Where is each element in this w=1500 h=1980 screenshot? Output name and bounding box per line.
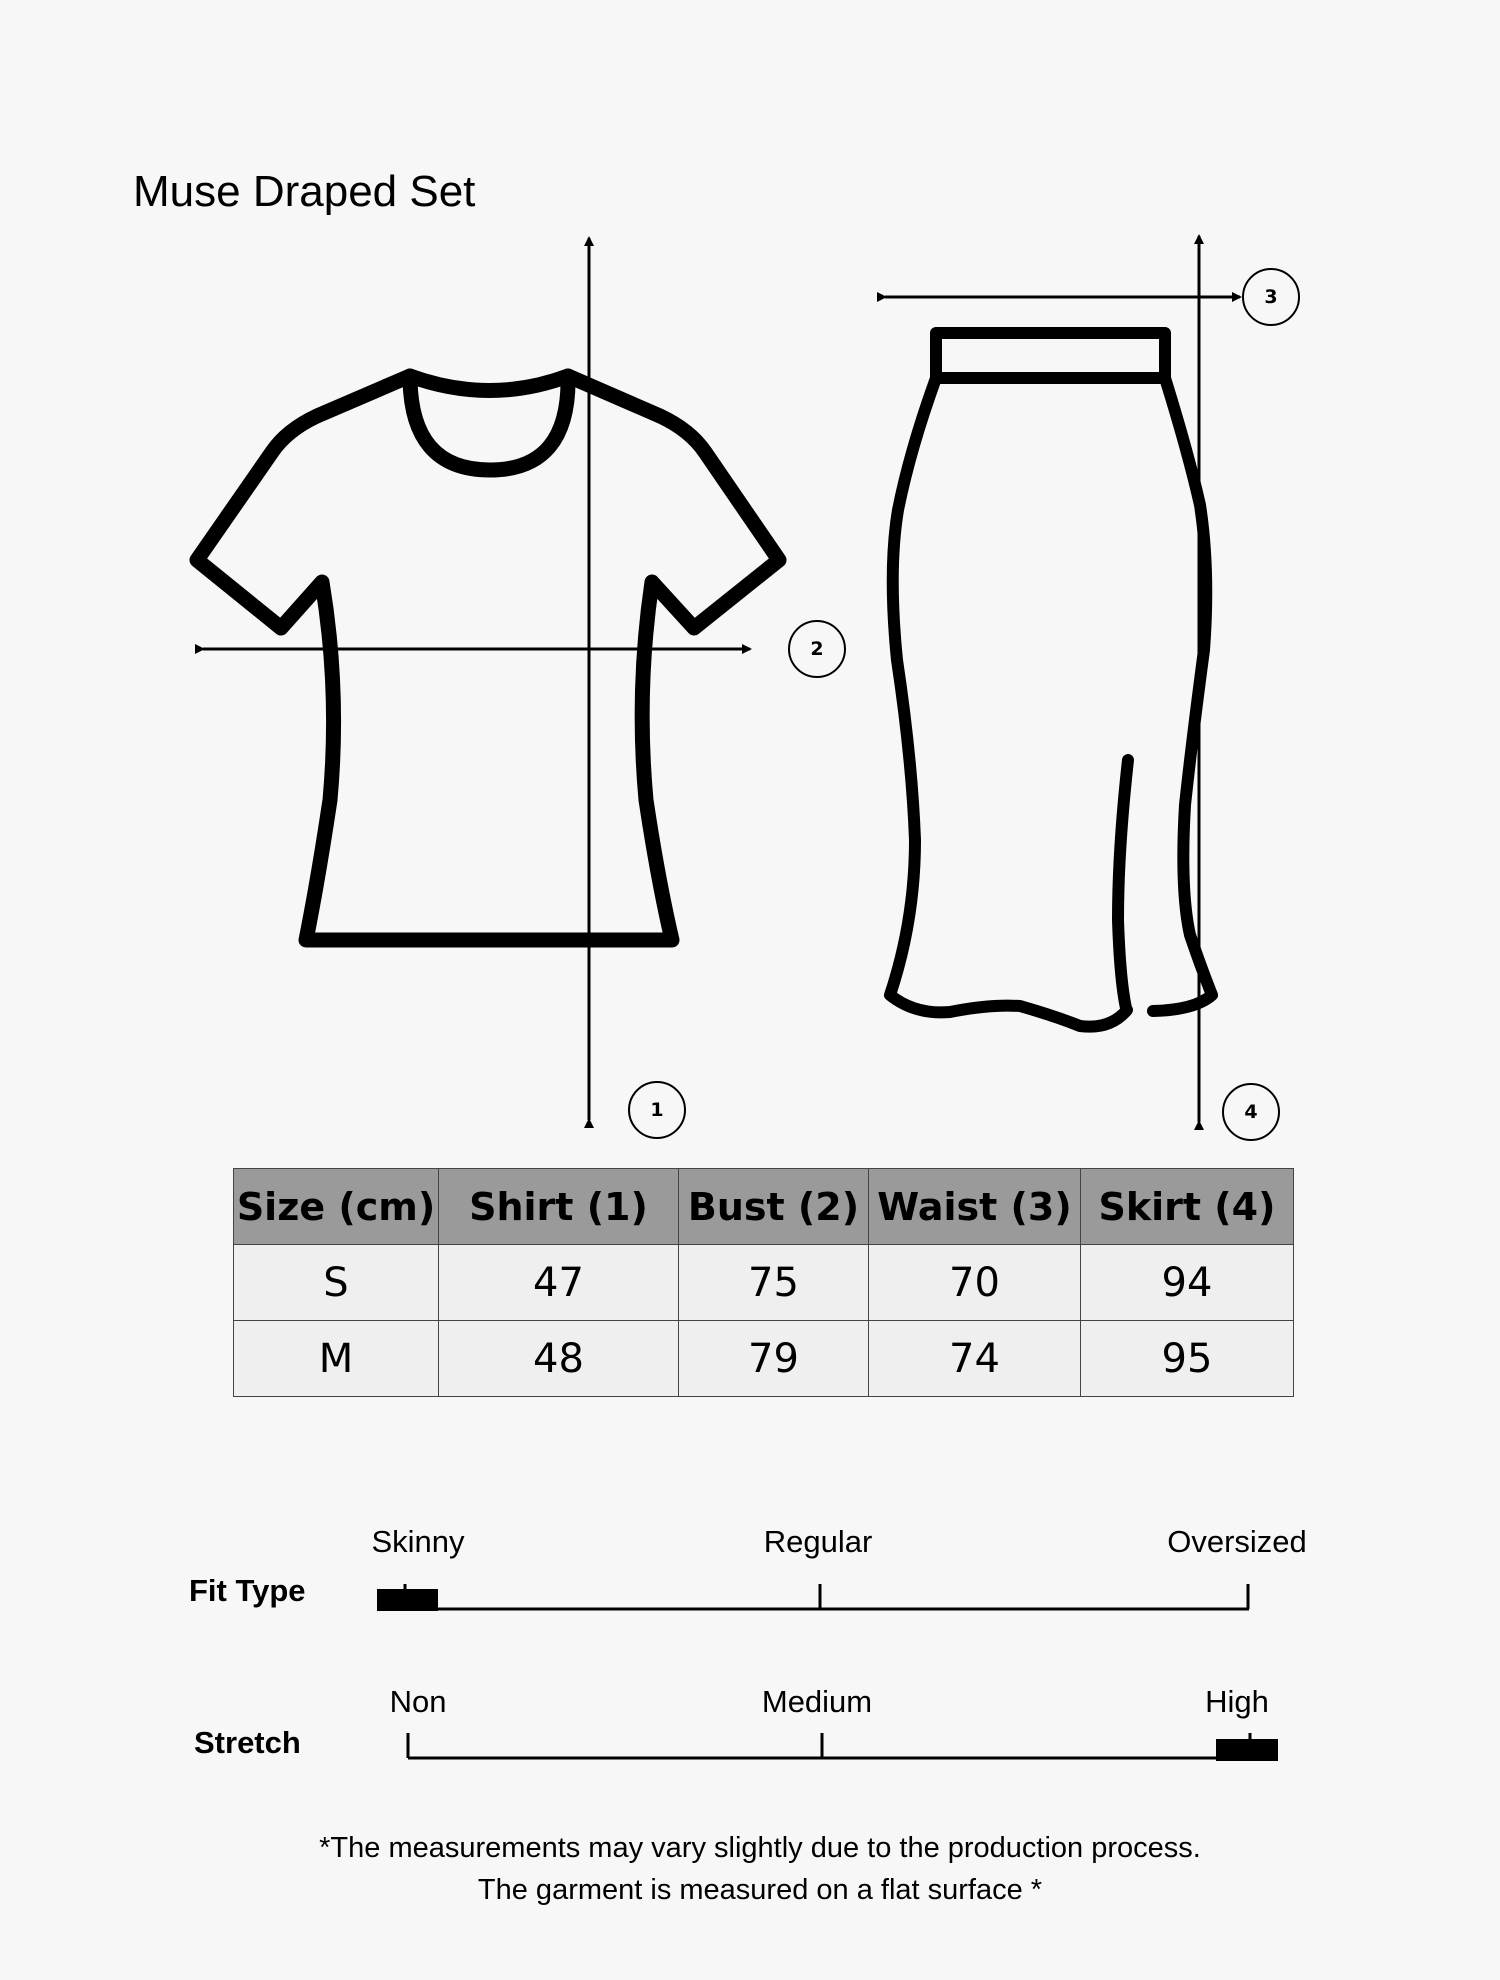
stretch-non-label: Non bbox=[389, 1684, 447, 1719]
tshirt-icon bbox=[197, 376, 779, 940]
callout-1: 1 bbox=[628, 1081, 686, 1139]
table-cell: S bbox=[234, 1245, 439, 1321]
fit-oversized-label: Oversized bbox=[1167, 1524, 1307, 1559]
table-cell: 79 bbox=[679, 1321, 869, 1397]
stretch-marker bbox=[1216, 1739, 1278, 1761]
fit-skinny-label: Skinny bbox=[371, 1524, 465, 1559]
fit-type-marker bbox=[377, 1589, 438, 1611]
footnote-line-1: *The measurements may vary slightly due to the production process. bbox=[319, 1832, 1201, 1864]
table-row bbox=[234, 1245, 1294, 1321]
fit-regular-label: Regular bbox=[763, 1524, 873, 1559]
fit-type-label: Fit Type bbox=[189, 1573, 306, 1608]
product-title: Muse Draped Set bbox=[133, 167, 476, 216]
fit-type-scale bbox=[380, 1584, 1249, 1609]
stretch-scale bbox=[408, 1733, 1277, 1758]
table-header-row bbox=[234, 1169, 1294, 1245]
footnote-line-2: The garment is measured on a flat surface * bbox=[477, 1874, 1043, 1906]
table-cell: 75 bbox=[679, 1245, 869, 1321]
stretch-label: Stretch bbox=[194, 1725, 301, 1760]
header-shirt: Shirt (1) bbox=[439, 1169, 679, 1245]
size-table bbox=[233, 1168, 1294, 1397]
header-skirt: Skirt (4) bbox=[1081, 1169, 1294, 1245]
callout-3: 3 bbox=[1242, 268, 1300, 326]
table-row bbox=[234, 1321, 1294, 1397]
table-cell: 74 bbox=[869, 1321, 1081, 1397]
callout-4: 4 bbox=[1222, 1083, 1280, 1141]
header-waist: Waist (3) bbox=[869, 1169, 1081, 1245]
table-cell: 48 bbox=[439, 1321, 679, 1397]
table-cell: 47 bbox=[439, 1245, 679, 1321]
table-cell: 95 bbox=[1081, 1321, 1294, 1397]
callout-2: 2 bbox=[788, 620, 846, 678]
table-cell: 94 bbox=[1081, 1245, 1294, 1321]
table-cell: 70 bbox=[869, 1245, 1081, 1321]
table-cell: M bbox=[234, 1321, 439, 1397]
stretch-medium-label: Medium bbox=[761, 1684, 873, 1719]
header-size: Size (cm) bbox=[234, 1169, 439, 1245]
stretch-high-label: High bbox=[1205, 1684, 1269, 1719]
header-bust: Bust (2) bbox=[679, 1169, 869, 1245]
skirt-icon bbox=[890, 333, 1212, 1027]
